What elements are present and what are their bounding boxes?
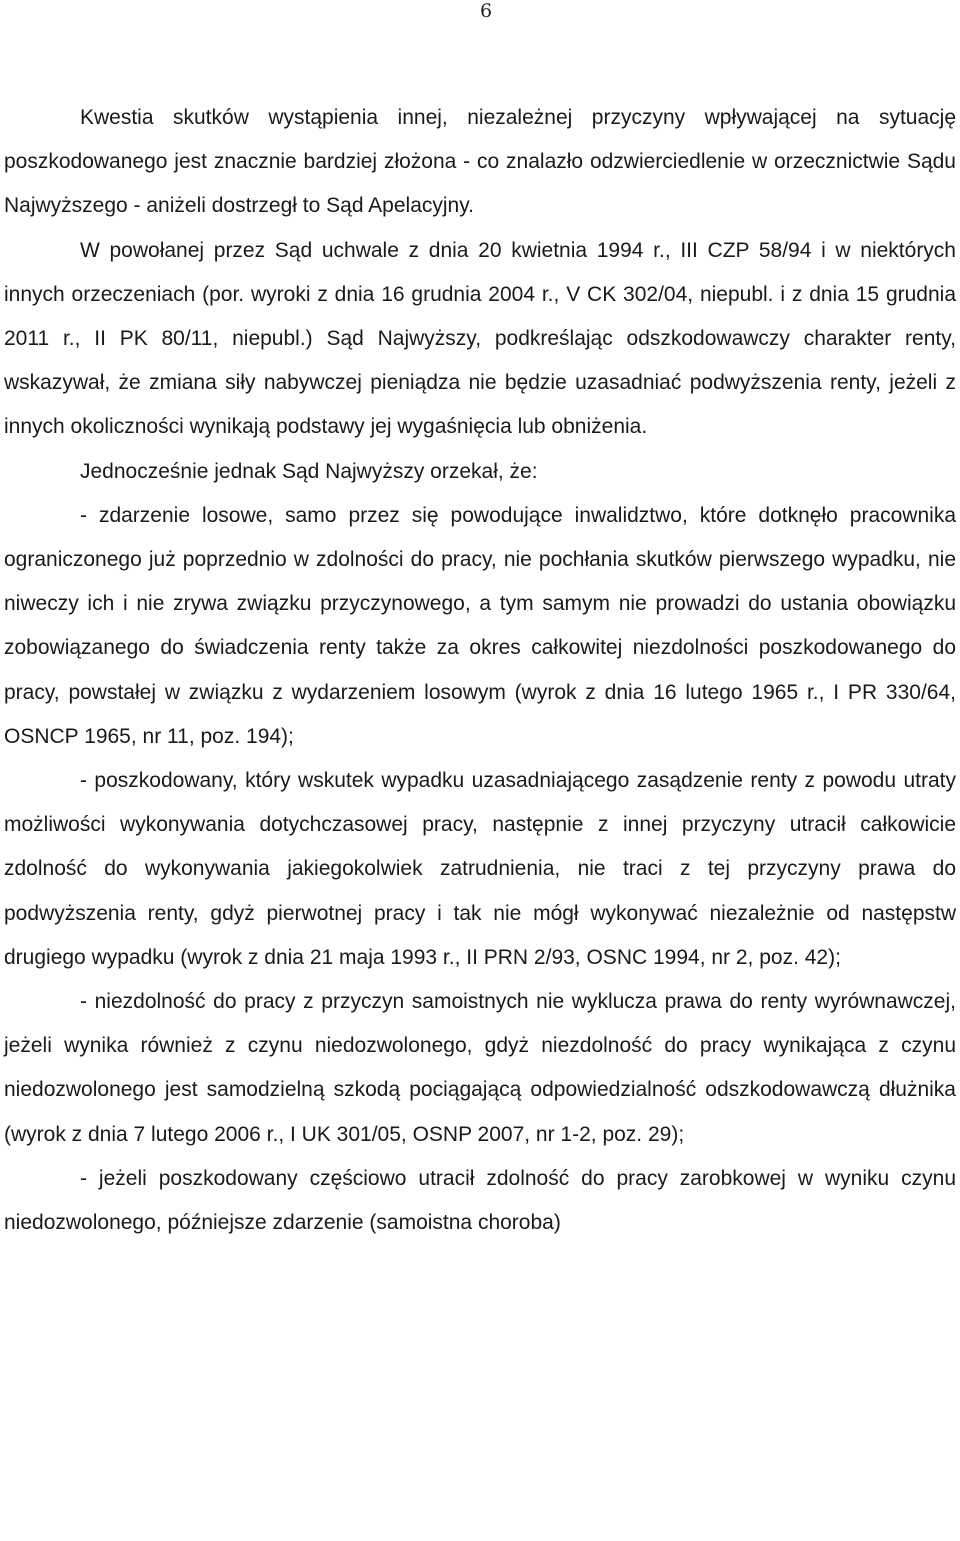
paragraph-partial-incapacity: - jeżeli poszkodowany częściowo utracił zdolność do pracy zarobkowej w wyniku czynu niedozwolonego, późniejsze zdarzenie (samoistna choroba) [4,1166,956,1235]
paragraph-ruling-1965: - zdarzenie losowe, samo przez się powodujące inwalidztwo, które dotknęło pracownika ograniczonego już poprzednio w zdolności do pracy, nie pochłania skutków pierwszego wypadku, nie niweczy ich i nie zrywa związku przyczynowego, a tym samym nie prowadzi do ustania obowiązku zobowiązanego do świadczenia renty także za okres całkowitej niezdolności poszkodowanego do pracy, powstałej w związku z wydarzeniem losowym (wyrok z dnia 16 lutego 1965 r., I PR 330/64, OSNCP 1965, nr 11, poz. 194); [4,503,956,748]
document-body [4,96,956,1245]
paragraph-lead-in: Jednocześnie jednak Sąd Najwyższy orzekał, że: [80,459,538,483]
page-number: 6 [479,0,493,22]
paragraph-resolution: W powołanej przez Sąd uchwale z dnia 20 kwietnia 1994 r., III CZP 58/94 i w niektórych innych orzeczeniach (por. wyroki z dnia 16 grudnia 2004 r., V CK 302/04, niepubl. i z dnia 15 grudnia 2011 r., II PK 80/11, niepubl.) Sąd Najwyższy, podkreślając odszkodowawczy charakter renty, wskazywał, że zmiana siły nabywczej pieniądza nie będzie uzasadniać podwyższenia renty, jeżeli z innych okoliczności wynikają podstawy jej wygaśnięcia lub obniżenia. [4,238,956,439]
paragraph-intro: Kwestia skutków wystąpienia innej, niezależnej przyczyny wpływającej na sytuację poszkodowanego jest znacznie bardziej złożona - co znalazło odzwierciedlenie w orzecznictwie Sądu Najwyższego - aniżeli dostrzegł to Sąd Apelacyjny. [4,106,956,218]
paragraph-ruling-1993: - poszkodowany, który wskutek wypadku uzasadniającego zasądzenie renty z powodu utraty możliwości wykonywania dotychczasowej pracy, następnie z innej przyczyny utracił całkowicie zdolność do wykonywania jakiegokolwiek zatrudnienia, nie traci z tej przyczyny prawa do podwyższenia renty, gdyż pierwotnej pracy i tak nie mógł wykonywać niezależnie od następstw drugiego wypadku (wyrok z dnia 21 maja 1993 r., II PRN 2/93, OSNC 1994, nr 2, poz. 42); [4,769,956,969]
paragraph-ruling-2006: - niezdolność do pracy z przyczyn samoistnych nie wyklucza prawa do renty wyrównawczej, jeżeli wynika również z czynu niedozwolonego, gdyż niezdolność do pracy wynikająca z czynu niedozwolonego jest samodzielną szkodą pociągającą odpowiedzialność odszkodowawczą dłużnika (wyrok z dnia 7 lutego 2006 r., I UK 301/05, OSNP 2007, nr 1-2, poz. 29); [4,990,956,1146]
